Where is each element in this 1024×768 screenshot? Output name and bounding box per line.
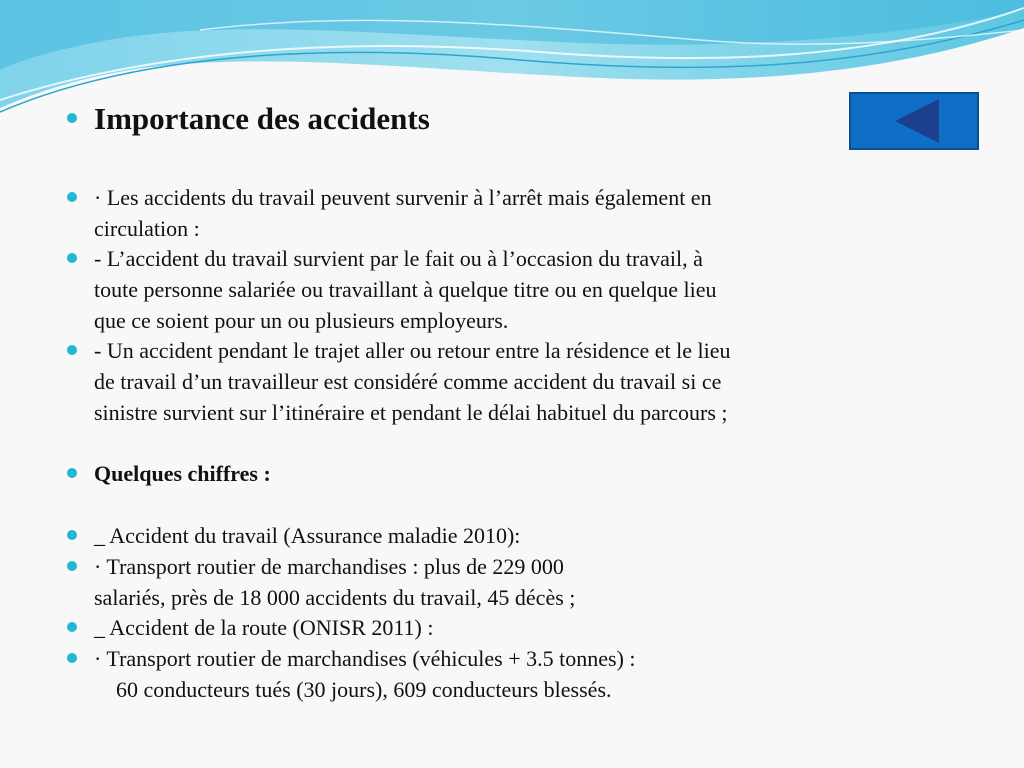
slide-title: Importance des accidents bbox=[94, 101, 430, 136]
subheading: Quelques chiffres : bbox=[94, 461, 271, 486]
bullet-icon bbox=[67, 530, 77, 540]
list-item-text: que ce soient pour un ou plusieurs employeurs. bbox=[94, 308, 509, 333]
list-item-text: salariés, près de 18 000 accidents du travail, 45 décès ; bbox=[94, 585, 576, 610]
bullet-icon bbox=[67, 253, 77, 263]
list-item-text: circulation : bbox=[94, 216, 200, 241]
bullet-icon bbox=[67, 561, 77, 571]
list-item-text: toute personne salariée ou travaillant à quelque titre ou en quelque lieu bbox=[94, 277, 717, 302]
bullet-icon bbox=[67, 192, 77, 202]
list-item-text: _ Accident du travail (Assurance maladie 2010): bbox=[94, 523, 521, 548]
bullet-icon bbox=[67, 468, 77, 478]
bullet-icon bbox=[67, 622, 77, 632]
list-item-text: _ Accident de la route (ONISR 2011) : bbox=[94, 615, 434, 640]
bullet-icon bbox=[67, 653, 77, 663]
list-item-text: 60 conducteurs tués (30 jours), 609 conducteurs blessés. bbox=[94, 677, 612, 702]
bullet-icon bbox=[67, 345, 77, 355]
list-item-text: - L’accident du travail survient par le fait ou à l’occasion du travail, à bbox=[94, 246, 703, 271]
list-item-text: - Un accident pendant le trajet aller ou retour entre la résidence et le lieu bbox=[94, 338, 731, 363]
bullet-icon bbox=[67, 113, 77, 123]
list-item-text: · Les accidents du travail peuvent survenir à l’arrêt mais également en bbox=[94, 185, 712, 210]
list-item-text: · Transport routier de marchandises : plus de 229 000 bbox=[94, 554, 564, 579]
list-item-text: sinistre survient sur l’itinéraire et pendant le délai habituel du parcours ; bbox=[94, 400, 728, 425]
list-item-text: de travail d’un travailleur est considéré comme accident du travail si ce bbox=[94, 369, 722, 394]
list-item-text: · Transport routier de marchandises (véhicules + 3.5 tonnes) : bbox=[94, 646, 636, 671]
